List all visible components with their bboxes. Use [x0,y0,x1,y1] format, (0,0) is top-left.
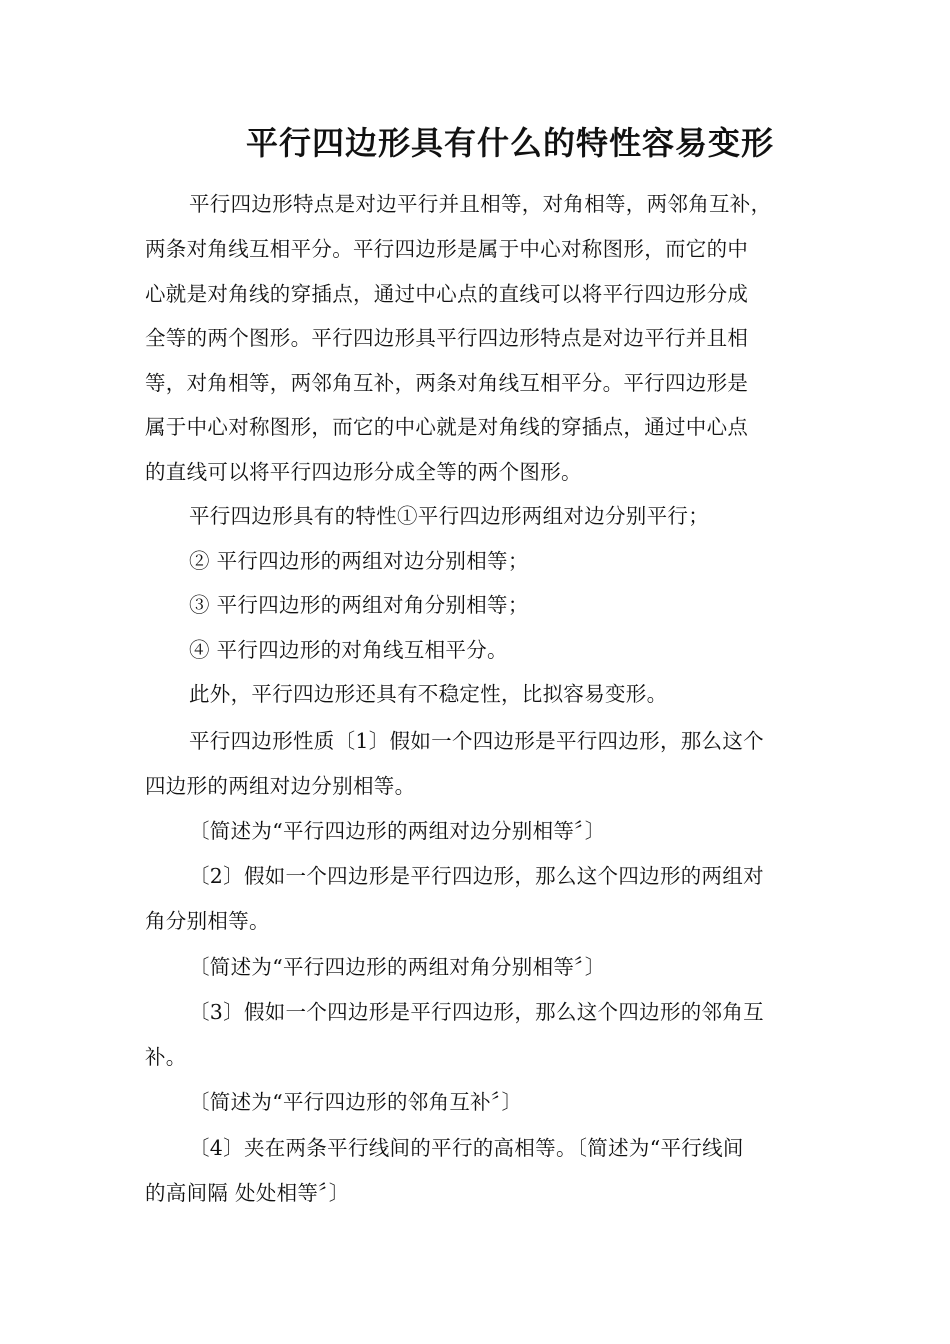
text-line: 全等的两个图形。平行四边形具平行四边形特点是对边平行并且相 [145,326,749,350]
text-line: 心就是对角线的穿插点，通过中心点的直线可以将平行四边形分成 [145,282,749,306]
text-line: ② 平行四边形的两组对边分别相等； [189,549,529,573]
text-line: 〔4〕夹在两条平行线间的平行的高相等。〔简述为“平行线间 [189,1136,744,1160]
document-title: 平行四边形具有什么的特性容易变形 [245,124,774,162]
text-line: 的高间隔 处处相等〞〕 [145,1181,350,1205]
text-line: 〔简述为“平行四边形的邻角互补〞〕 [189,1090,523,1114]
text-line: 属于中心对称图形，而它的中心就是对角线的穿插点，通过中心点 [145,415,749,439]
text-line: 〔简述为“平行四边形的两组对角分别相等〞〕 [189,955,606,979]
text-line: 〔简述为“平行四边形的两组对边分别相等〞〕 [189,819,606,843]
text-line: 两条对角线互相平分。平行四边形是属于中心对称图形，而它的中 [145,237,749,261]
text-line: 此外，平行四边形还具有不稳定性，比拟容易变形。 [189,682,668,706]
text-line: 等，对角相等，两邻角互补，两条对角线互相平分。平行四边形是 [145,371,749,395]
text-line: ④ 平行四边形的对角线互相平分。 [189,638,508,662]
text-line: 四边形的两组对边分别相等。 [145,774,416,798]
text-line: ③ 平行四边形的两组对角分别相等； [189,593,529,617]
text-line: 补。 [145,1045,187,1069]
text-line: 平行四边形具有的特性①平行四边形两组对边分别平行； [189,504,709,528]
text-line: 平行四边形特点是对边平行并且相等，对角相等，两邻角互补， [189,192,772,216]
text-line: 〔3〕假如一个四边形是平行四边形，那么这个四边形的邻角互 [189,1000,764,1024]
text-line: 平行四边形性质〔1〕假如一个四边形是平行四边形，那么这个 [189,729,764,753]
text-line: 角分别相等。 [145,909,270,933]
text-line: 的直线可以将平行四边形分成全等的两个图形。 [145,460,582,484]
text-line: 〔2〕假如一个四边形是平行四边形，那么这个四边形的两组对 [189,864,764,888]
